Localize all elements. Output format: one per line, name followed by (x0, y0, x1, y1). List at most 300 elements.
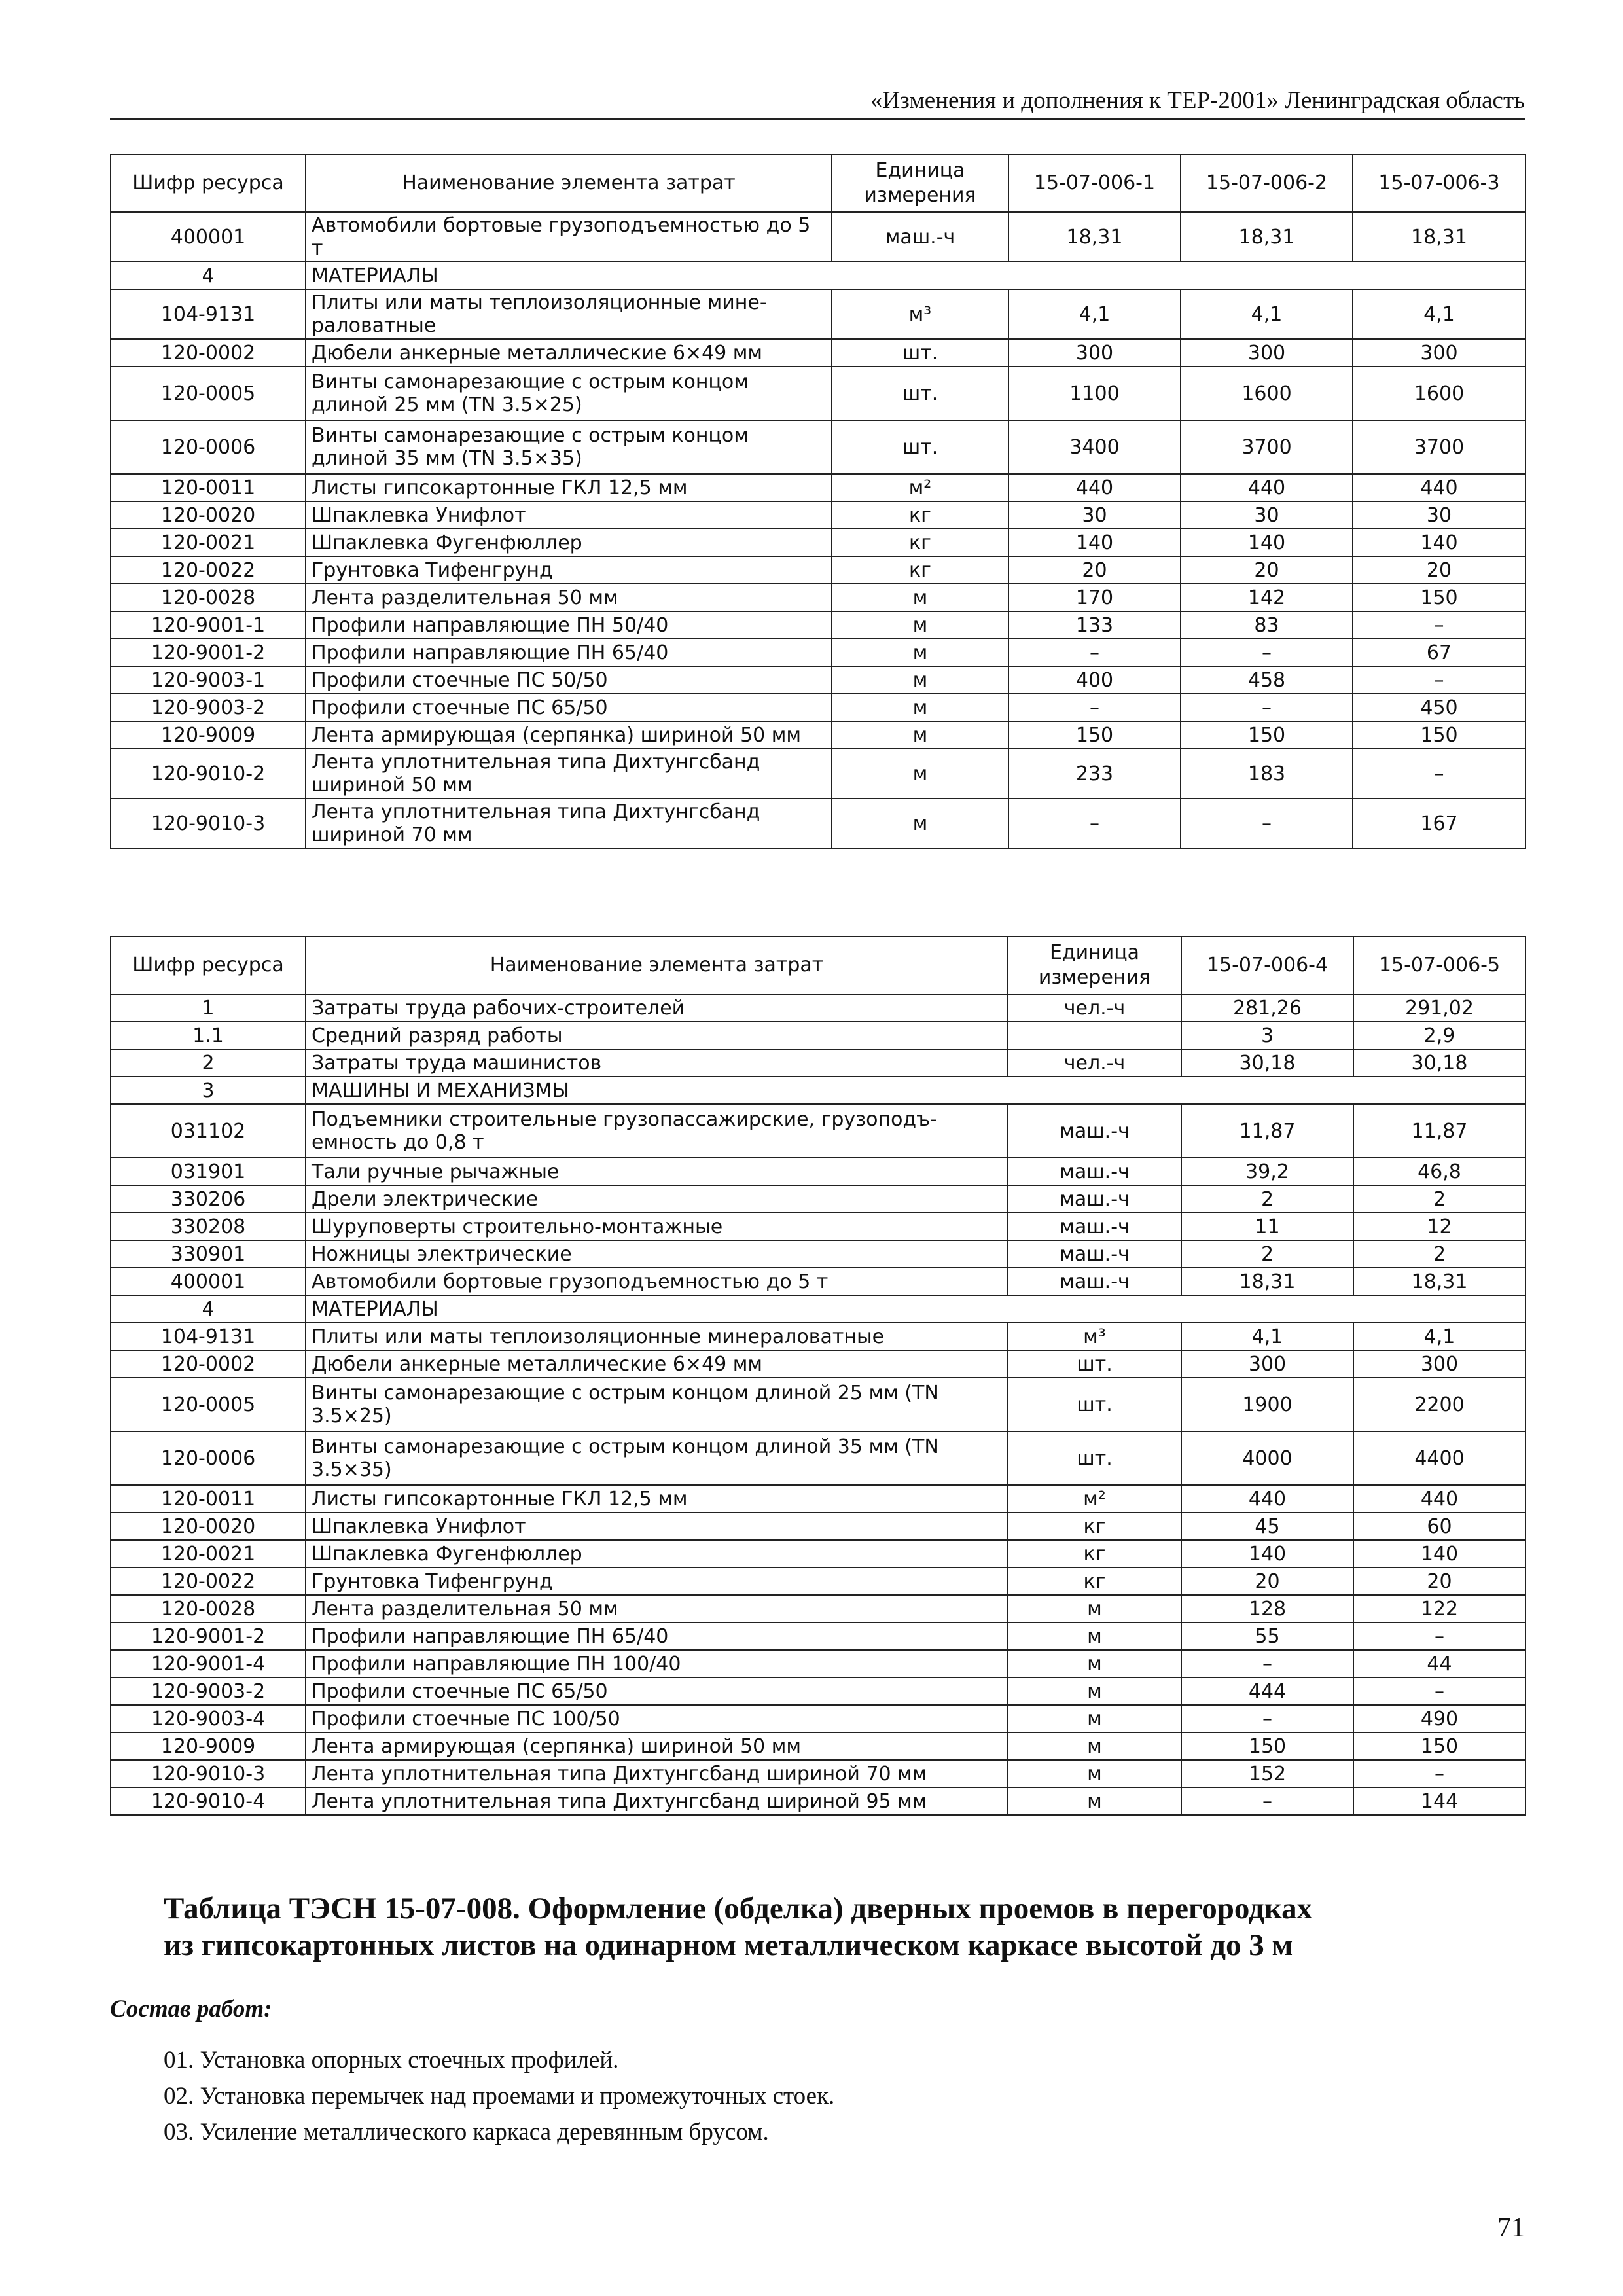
unit-cell: м³ (1008, 1323, 1181, 1350)
value-cell: 44 (1353, 1650, 1525, 1677)
resource-code: 120-0020 (111, 501, 306, 529)
resource-code: 031102 (111, 1104, 306, 1158)
value-cell: 150 (1008, 721, 1181, 749)
unit-cell: шт. (1008, 1350, 1181, 1378)
value-cell: 133 (1008, 611, 1181, 639)
resource-code: 104-9131 (111, 1323, 306, 1350)
section-label: МАШИНЫ И МЕХАНИЗМЫ (306, 1077, 1525, 1104)
unit-cell: м² (1008, 1485, 1181, 1513)
value-cell: 291,02 (1353, 994, 1525, 1022)
cost-element-name: Листы гипсокартонные ГКЛ 12,5 мм (306, 1485, 1008, 1513)
value-cell: 18,31 (1353, 212, 1525, 262)
unit-cell: м (1008, 1705, 1181, 1732)
table-row (111, 289, 1525, 339)
unit-cell: маш.-ч (1008, 1185, 1181, 1213)
cost-element-name: Лента разделительная 50 мм (306, 584, 832, 611)
value-cell: 122 (1353, 1595, 1525, 1623)
value-cell: 167 (1353, 798, 1525, 848)
cost-element-name: Профили стоечные ПС 100/50 (306, 1705, 1008, 1732)
value-cell: 20 (1181, 556, 1353, 584)
table-row (111, 529, 1525, 556)
unit-cell: м³ (832, 289, 1008, 339)
value-cell: 20 (1353, 556, 1525, 584)
value-cell: 458 (1181, 666, 1353, 694)
resource-code: 4 (111, 1295, 306, 1323)
table-header-row (111, 154, 1525, 212)
value-cell: 300 (1181, 1350, 1353, 1378)
table-row (111, 1185, 1525, 1213)
cost-element-name: Подъемники строительные грузопассажирские, грузоподъ-емность до 0,8 т (306, 1104, 1008, 1158)
value-cell: 444 (1181, 1677, 1353, 1705)
cost-element-name: Лента разделительная 50 мм (306, 1595, 1008, 1623)
unit-cell: кг (832, 556, 1008, 584)
cost-element-name: Шуруповерты строительно-монтажные (306, 1213, 1008, 1240)
table-row (111, 1049, 1525, 1077)
resource-code: 120-0022 (111, 1568, 306, 1595)
cost-element-name: Шпаклевка Фугенфюллер (306, 1540, 1008, 1568)
cost-element-name: Винты самонарезающие с острым концом длиной 25 мм (TN 3.5×25) (306, 367, 832, 420)
table-row (111, 1158, 1525, 1185)
cost-element-name: Профили направляющие ПН 65/40 (306, 1623, 1008, 1650)
cost-element-name: Лента армирующая (серпянка) шириной 50 мм (306, 1732, 1008, 1760)
value-cell: 300 (1008, 339, 1181, 367)
running-header: «Изменения и дополнения к ТЕР-2001» Ленинградская область (110, 86, 1525, 120)
value-cell: 4000 (1181, 1431, 1353, 1485)
resource-table-2 (110, 936, 1526, 1816)
cost-element-name: Дюбели анкерные металлические 6×49 мм (306, 1350, 1008, 1378)
table-row (111, 798, 1525, 848)
value-cell: 140 (1181, 1540, 1353, 1568)
unit-cell: кг (1008, 1540, 1181, 1568)
table-row (111, 1705, 1525, 1732)
unit-cell: м (1008, 1760, 1181, 1787)
section-title (164, 1890, 1525, 1964)
cost-element-name: Плиты или маты теплоизоляционные минераловатные (306, 1323, 1008, 1350)
table-row (111, 1595, 1525, 1623)
resource-code: 330206 (111, 1185, 306, 1213)
unit-cell: м (1008, 1732, 1181, 1760)
resource-code: 104-9131 (111, 289, 306, 339)
column-header: Наименование элемента затрат (306, 154, 832, 212)
unit-cell: маш.-ч (1008, 1158, 1181, 1185)
unit-cell: м (1008, 1677, 1181, 1705)
value-cell: 440 (1353, 1485, 1525, 1513)
section-label: МАТЕРИАЛЫ (306, 1295, 1525, 1323)
resource-code: 120-0005 (111, 367, 306, 420)
value-cell: – (1181, 1787, 1353, 1815)
cost-element-name: Листы гипсокартонные ГКЛ 12,5 мм (306, 474, 832, 501)
resource-code: 1.1 (111, 1022, 306, 1049)
unit-cell: шт. (832, 367, 1008, 420)
table-row (111, 1540, 1525, 1568)
value-cell: 281,26 (1181, 994, 1353, 1022)
value-cell: 1600 (1353, 367, 1525, 420)
unit-cell: м (832, 694, 1008, 721)
cost-element-name: Винты самонарезающие с острым концом длиной 25 мм (TN 3.5×25) (306, 1378, 1008, 1431)
resource-code: 120-0020 (111, 1513, 306, 1540)
table-row (111, 1650, 1525, 1677)
column-header: 15-07-006-4 (1181, 937, 1353, 994)
value-cell: 2 (1353, 1240, 1525, 1268)
section-title-line-1: Таблица ТЭСН 15-07-008. Оформление (обделка) дверных проемов в перегородках (164, 1892, 1313, 1926)
page-number: 71 (1497, 2213, 1525, 2243)
value-cell: 30 (1353, 501, 1525, 529)
cost-element-name: Шпаклевка Унифлот (306, 501, 832, 529)
table-row (111, 1732, 1525, 1760)
column-header: Шифр ресурса (111, 937, 306, 994)
unit-cell: шт. (1008, 1378, 1181, 1431)
value-cell: 30 (1008, 501, 1181, 529)
value-cell: – (1008, 639, 1181, 666)
table-row (111, 1022, 1525, 1049)
cost-element-name: Профили направляющие ПН 65/40 (306, 639, 832, 666)
section-title-line-2: из гипсокартонных листов на одинарном металлическом каркасе высотой до 3 м (164, 1928, 1293, 1962)
table-row (111, 1104, 1525, 1158)
cost-element-name: Шпаклевка Унифлот (306, 1513, 1008, 1540)
resource-code: 120-0002 (111, 339, 306, 367)
resource-code: 120-9010-4 (111, 1787, 306, 1815)
unit-cell: кг (1008, 1513, 1181, 1540)
table-row (111, 1568, 1525, 1595)
value-cell: – (1353, 1760, 1525, 1787)
value-cell: – (1181, 798, 1353, 848)
section-row (111, 1295, 1525, 1323)
value-cell: 20 (1353, 1568, 1525, 1595)
column-header: Шифр ресурса (111, 154, 306, 212)
cost-element-name: Лента армирующая (серпянка) шириной 50 мм (306, 721, 832, 749)
resource-code: 400001 (111, 212, 306, 262)
value-cell: 11,87 (1181, 1104, 1353, 1158)
table-row (111, 1787, 1525, 1815)
column-header: Единица измерения (832, 154, 1008, 212)
value-cell: – (1353, 611, 1525, 639)
composition-label: Состав работ: (110, 1996, 272, 2022)
value-cell: – (1008, 694, 1181, 721)
resource-code: 031901 (111, 1158, 306, 1185)
value-cell: 128 (1181, 1595, 1353, 1623)
resource-code: 120-0022 (111, 556, 306, 584)
value-cell: 67 (1353, 639, 1525, 666)
cost-element-name: Тали ручные рычажные (306, 1158, 1008, 1185)
table-row (111, 212, 1525, 262)
resource-code: 120-9001-1 (111, 611, 306, 639)
resource-code: 330901 (111, 1240, 306, 1268)
value-cell: 150 (1353, 721, 1525, 749)
section-label: МАТЕРИАЛЫ (306, 262, 1525, 289)
table-row (111, 1513, 1525, 1540)
value-cell: – (1353, 1677, 1525, 1705)
unit-cell: маш.-ч (1008, 1213, 1181, 1240)
resource-code: 120-9003-2 (111, 1677, 306, 1705)
value-cell: – (1353, 749, 1525, 798)
value-cell: 233 (1008, 749, 1181, 798)
value-cell: 440 (1181, 474, 1353, 501)
unit-cell: кг (1008, 1568, 1181, 1595)
work-step: 02. Установка перемычек над проемами и промежуточных стоек. (164, 2083, 835, 2109)
resource-code: 120-9001-2 (111, 639, 306, 666)
unit-cell: маш.-ч (1008, 1104, 1181, 1158)
value-cell: – (1181, 694, 1353, 721)
value-cell: 45 (1181, 1513, 1353, 1540)
unit-cell: м (1008, 1623, 1181, 1650)
value-cell: 2 (1353, 1185, 1525, 1213)
value-cell: 2,9 (1353, 1022, 1525, 1049)
unit-cell: м (1008, 1595, 1181, 1623)
unit-cell (1008, 1022, 1181, 1049)
cost-element-name: Лента уплотнительная типа Дихтунгсбанд шириной 50 мм (306, 749, 832, 798)
value-cell: 490 (1353, 1705, 1525, 1732)
table-row (111, 420, 1525, 474)
value-cell: 300 (1353, 339, 1525, 367)
cost-element-name: Грунтовка Тифенгрунд (306, 556, 832, 584)
cost-element-name: Профили стоечные ПС 65/50 (306, 1677, 1008, 1705)
value-cell: 18,31 (1353, 1268, 1525, 1295)
resource-code: 120-0028 (111, 584, 306, 611)
unit-cell: м (832, 639, 1008, 666)
section-row (111, 262, 1525, 289)
cost-element-name: Винты самонарезающие с острым концом длиной 35 мм (TN 3.5×35) (306, 1431, 1008, 1485)
table-row (111, 1431, 1525, 1485)
value-cell: 18,31 (1008, 212, 1181, 262)
column-header: 15-07-006-5 (1353, 937, 1525, 994)
unit-cell: м (1008, 1650, 1181, 1677)
value-cell: 144 (1353, 1787, 1525, 1815)
resource-code: 120-0002 (111, 1350, 306, 1378)
column-header: Единица измерения (1008, 937, 1181, 994)
value-cell: 440 (1008, 474, 1181, 501)
value-cell: 183 (1181, 749, 1353, 798)
value-cell: – (1353, 666, 1525, 694)
table-row (111, 1240, 1525, 1268)
value-cell: 20 (1008, 556, 1181, 584)
unit-cell: м (832, 721, 1008, 749)
value-cell: 142 (1181, 584, 1353, 611)
resource-code: 2 (111, 1049, 306, 1077)
resource-code: 120-9001-4 (111, 1650, 306, 1677)
cost-element-name: Автомобили бортовые грузоподъемностью до 5 т (306, 212, 832, 262)
value-cell: 150 (1353, 584, 1525, 611)
value-cell: – (1181, 639, 1353, 666)
unit-cell: кг (832, 501, 1008, 529)
cost-element-name: Профили направляющие ПН 50/40 (306, 611, 832, 639)
resource-code: 120-0011 (111, 474, 306, 501)
work-step: 01. Установка опорных стоечных профилей. (164, 2047, 619, 2073)
value-cell: – (1181, 1650, 1353, 1677)
table-row (111, 1485, 1525, 1513)
resource-code: 120-9003-2 (111, 694, 306, 721)
value-cell: 300 (1353, 1350, 1525, 1378)
value-cell: 3400 (1008, 420, 1181, 474)
table-row (111, 1378, 1525, 1431)
value-cell: – (1008, 798, 1181, 848)
value-cell: 4,1 (1181, 1323, 1353, 1350)
resource-code: 120-9010-3 (111, 1760, 306, 1787)
resource-code: 120-9009 (111, 721, 306, 749)
cost-element-name: Лента уплотнительная типа Дихтунгсбанд шириной 95 мм (306, 1787, 1008, 1815)
value-cell: 450 (1353, 694, 1525, 721)
unit-cell: м (832, 611, 1008, 639)
column-header: 15-07-006-1 (1008, 154, 1181, 212)
resource-code: 120-9010-3 (111, 798, 306, 848)
resource-code: 120-9010-2 (111, 749, 306, 798)
resource-code: 3 (111, 1077, 306, 1104)
value-cell: 12 (1353, 1213, 1525, 1240)
cost-element-name: Средний разряд работы (306, 1022, 1008, 1049)
value-cell: 4,1 (1353, 289, 1525, 339)
value-cell: 55 (1181, 1623, 1353, 1650)
value-cell: 440 (1353, 474, 1525, 501)
value-cell: 3700 (1181, 420, 1353, 474)
table-row (111, 749, 1525, 798)
unit-cell: маш.-ч (1008, 1240, 1181, 1268)
value-cell: 1100 (1008, 367, 1181, 420)
table-row (111, 1323, 1525, 1350)
value-cell: 3700 (1353, 420, 1525, 474)
table-row (111, 994, 1525, 1022)
table-row (111, 611, 1525, 639)
unit-cell: шт. (1008, 1431, 1181, 1485)
value-cell: 150 (1181, 1732, 1353, 1760)
value-cell: 30 (1181, 501, 1353, 529)
work-step: 03. Усиление металлического каркаса деревянным брусом. (164, 2119, 769, 2145)
table-row (111, 721, 1525, 749)
cost-element-name: Автомобили бортовые грузоподъемностью до 5 т (306, 1268, 1008, 1295)
table-header-row (111, 937, 1525, 994)
cost-element-name: Дрели электрические (306, 1185, 1008, 1213)
value-cell: 4,1 (1008, 289, 1181, 339)
value-cell: 30,18 (1353, 1049, 1525, 1077)
value-cell: 150 (1353, 1732, 1525, 1760)
work-steps-list (164, 2042, 834, 2150)
value-cell: 140 (1008, 529, 1181, 556)
resource-code: 1 (111, 994, 306, 1022)
value-cell: 300 (1181, 339, 1353, 367)
table-row (111, 584, 1525, 611)
resource-code: 330208 (111, 1213, 306, 1240)
resource-table-1 (110, 154, 1526, 849)
table-row (111, 1350, 1525, 1378)
value-cell: 39,2 (1181, 1158, 1353, 1185)
unit-cell: м² (832, 474, 1008, 501)
resource-code: 120-0028 (111, 1595, 306, 1623)
value-cell: 46,8 (1353, 1158, 1525, 1185)
table-row (111, 639, 1525, 666)
unit-cell: м (1008, 1787, 1181, 1815)
resource-code: 400001 (111, 1268, 306, 1295)
unit-cell: м (832, 666, 1008, 694)
unit-cell: чел.-ч (1008, 1049, 1181, 1077)
table-row (111, 1213, 1525, 1240)
table-row (111, 501, 1525, 529)
value-cell: 60 (1353, 1513, 1525, 1540)
value-cell: 400 (1008, 666, 1181, 694)
table-row (111, 367, 1525, 420)
resource-code: 120-9003-4 (111, 1705, 306, 1732)
cost-element-name: Дюбели анкерные металлические 6×49 мм (306, 339, 832, 367)
value-cell: 18,31 (1181, 212, 1353, 262)
resource-code: 4 (111, 262, 306, 289)
table-row (111, 666, 1525, 694)
value-cell: 11,87 (1353, 1104, 1525, 1158)
value-cell: 150 (1181, 721, 1353, 749)
unit-cell: м (832, 749, 1008, 798)
resource-code: 120-0006 (111, 1431, 306, 1485)
value-cell: 11 (1181, 1213, 1353, 1240)
value-cell: 1900 (1181, 1378, 1353, 1431)
resource-code: 120-9009 (111, 1732, 306, 1760)
unit-cell: кг (832, 529, 1008, 556)
value-cell: 30,18 (1181, 1049, 1353, 1077)
unit-cell: маш.-ч (1008, 1268, 1181, 1295)
unit-cell: маш.-ч (832, 212, 1008, 262)
cost-element-name: Плиты или маты теплоизоляционные мине-раловатные (306, 289, 832, 339)
value-cell: 18,31 (1181, 1268, 1353, 1295)
resource-code: 120-9001-2 (111, 1623, 306, 1650)
unit-cell: чел.-ч (1008, 994, 1181, 1022)
unit-cell: шт. (832, 420, 1008, 474)
cost-element-name: Шпаклевка Фугенфюллер (306, 529, 832, 556)
table-row (111, 339, 1525, 367)
value-cell: 440 (1181, 1485, 1353, 1513)
table-row (111, 1268, 1525, 1295)
table-row (111, 694, 1525, 721)
cost-element-name: Затраты труда рабочих-строителей (306, 994, 1008, 1022)
value-cell: – (1353, 1623, 1525, 1650)
value-cell: 4,1 (1181, 289, 1353, 339)
value-cell: 140 (1181, 529, 1353, 556)
cost-element-name: Грунтовка Тифенгрунд (306, 1568, 1008, 1595)
unit-cell: м (832, 584, 1008, 611)
cost-element-name: Лента уплотнительная типа Дихтунгсбанд шириной 70 мм (306, 1760, 1008, 1787)
value-cell: 152 (1181, 1760, 1353, 1787)
table-row (111, 474, 1525, 501)
value-cell: 2 (1181, 1185, 1353, 1213)
value-cell: 4,1 (1353, 1323, 1525, 1350)
resource-code: 120-0005 (111, 1378, 306, 1431)
column-header: 15-07-006-3 (1353, 154, 1525, 212)
value-cell: 140 (1353, 1540, 1525, 1568)
value-cell: 170 (1008, 584, 1181, 611)
table-row (111, 1760, 1525, 1787)
cost-element-name: Затраты труда машинистов (306, 1049, 1008, 1077)
value-cell: 140 (1353, 529, 1525, 556)
cost-element-name: Ножницы электрические (306, 1240, 1008, 1268)
value-cell: 1600 (1181, 367, 1353, 420)
cost-element-name: Лента уплотнительная типа Дихтунгсбанд шириной 70 мм (306, 798, 832, 848)
unit-cell: шт. (832, 339, 1008, 367)
cost-element-name: Профили стоечные ПС 50/50 (306, 666, 832, 694)
value-cell: 2 (1181, 1240, 1353, 1268)
resource-code: 120-0006 (111, 420, 306, 474)
resource-code: 120-9003-1 (111, 666, 306, 694)
value-cell: 2200 (1353, 1378, 1525, 1431)
value-cell: 4400 (1353, 1431, 1525, 1485)
value-cell: 20 (1181, 1568, 1353, 1595)
section-row (111, 1077, 1525, 1104)
value-cell: – (1181, 1705, 1353, 1732)
table-row (111, 1677, 1525, 1705)
value-cell: 83 (1181, 611, 1353, 639)
table-row (111, 556, 1525, 584)
cost-element-name: Профили стоечные ПС 65/50 (306, 694, 832, 721)
column-header: 15-07-006-2 (1181, 154, 1353, 212)
resource-code: 120-0011 (111, 1485, 306, 1513)
value-cell: 3 (1181, 1022, 1353, 1049)
resource-code: 120-0021 (111, 1540, 306, 1568)
cost-element-name: Винты самонарезающие с острым концом длиной 35 мм (TN 3.5×35) (306, 420, 832, 474)
unit-cell: м (832, 798, 1008, 848)
cost-element-name: Профили направляющие ПН 100/40 (306, 1650, 1008, 1677)
